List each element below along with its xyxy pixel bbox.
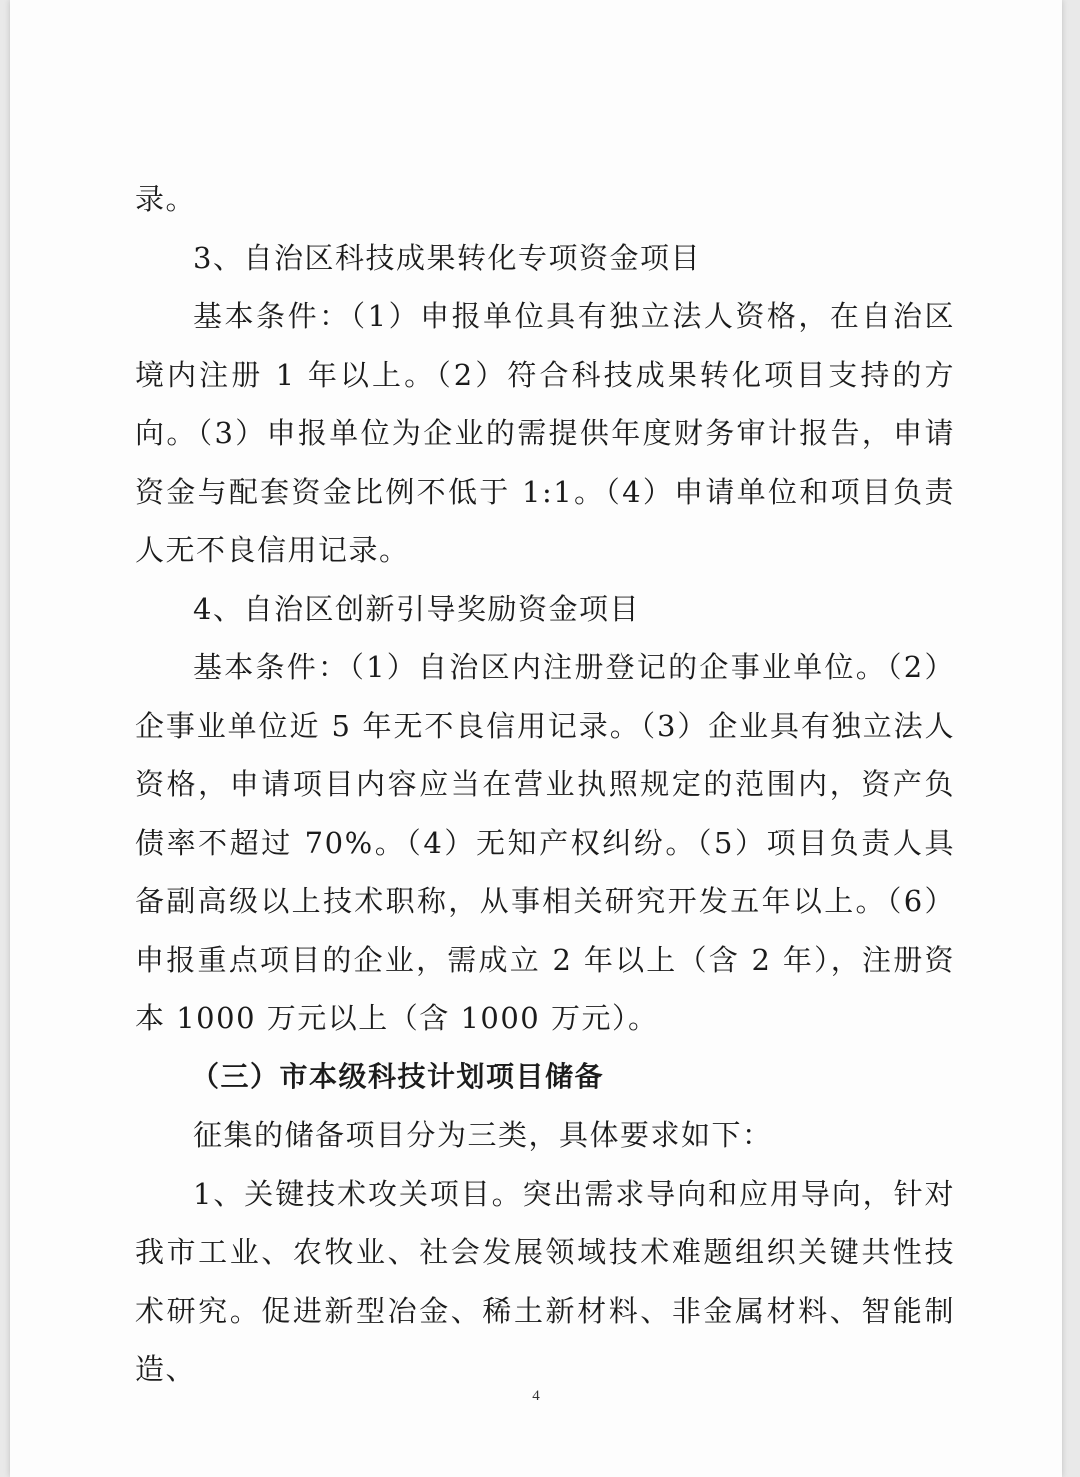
section-heading-3: （三）市本级科技计划项目储备 bbox=[191, 1059, 605, 1093]
paragraph-key-tech: 1、关键技术攻关项目。突出需求导向和应用导向，针对我市工业、农牧业、社会发展领域技术难题组织关键共性技术研究。促进新型冶金、稀土新材料、非金属材料、智能制造、 bbox=[135, 1176, 955, 1386]
document-page bbox=[10, 0, 1062, 1477]
paragraph-item-3-conditions: 基本条件：（1）申报单位具有独立法人资格，在自治区境内注册 1 年以上。（2）符合科技成果转化项目支持的方向。（3）申报单位为企业的需提供年度财务审计报告，申请资金与配套资金比例不低于 1:1。（4）申请单位和项目负责人无不良信用记录。 bbox=[135, 299, 955, 567]
paragraph-item-3-title: 3、自治区科技成果转化专项资金项目 bbox=[193, 240, 701, 275]
paragraph-item-4-title: 4、自治区创新引导奖励资金项目 bbox=[193, 591, 640, 626]
document-body bbox=[135, 170, 955, 1399]
page-number: 4 bbox=[532, 1388, 540, 1404]
paragraph-continuation: 录。 bbox=[135, 182, 197, 216]
paragraph-section-intro: 征集的储备项目分为三类，具体要求如下： bbox=[193, 1118, 773, 1152]
paragraph-item-4-conditions: 基本条件：（1）自治区内注册登记的企事业单位。（2）企事业单位近 5 年无不良信用记录。（3）企业具有独立法人资格，申请项目内容应当在营业执照规定的范围内，资产负债率不超过 70%。（4）无知产权纠纷。（5）项目负责人具备副高级以上技术职称，从事相关研究开发五年以上。（6）申报重点项目的企业，需成立 2 年以上（含 2 年），注册资本 1000 万元以上（含 1000 万元）。 bbox=[135, 650, 955, 1035]
